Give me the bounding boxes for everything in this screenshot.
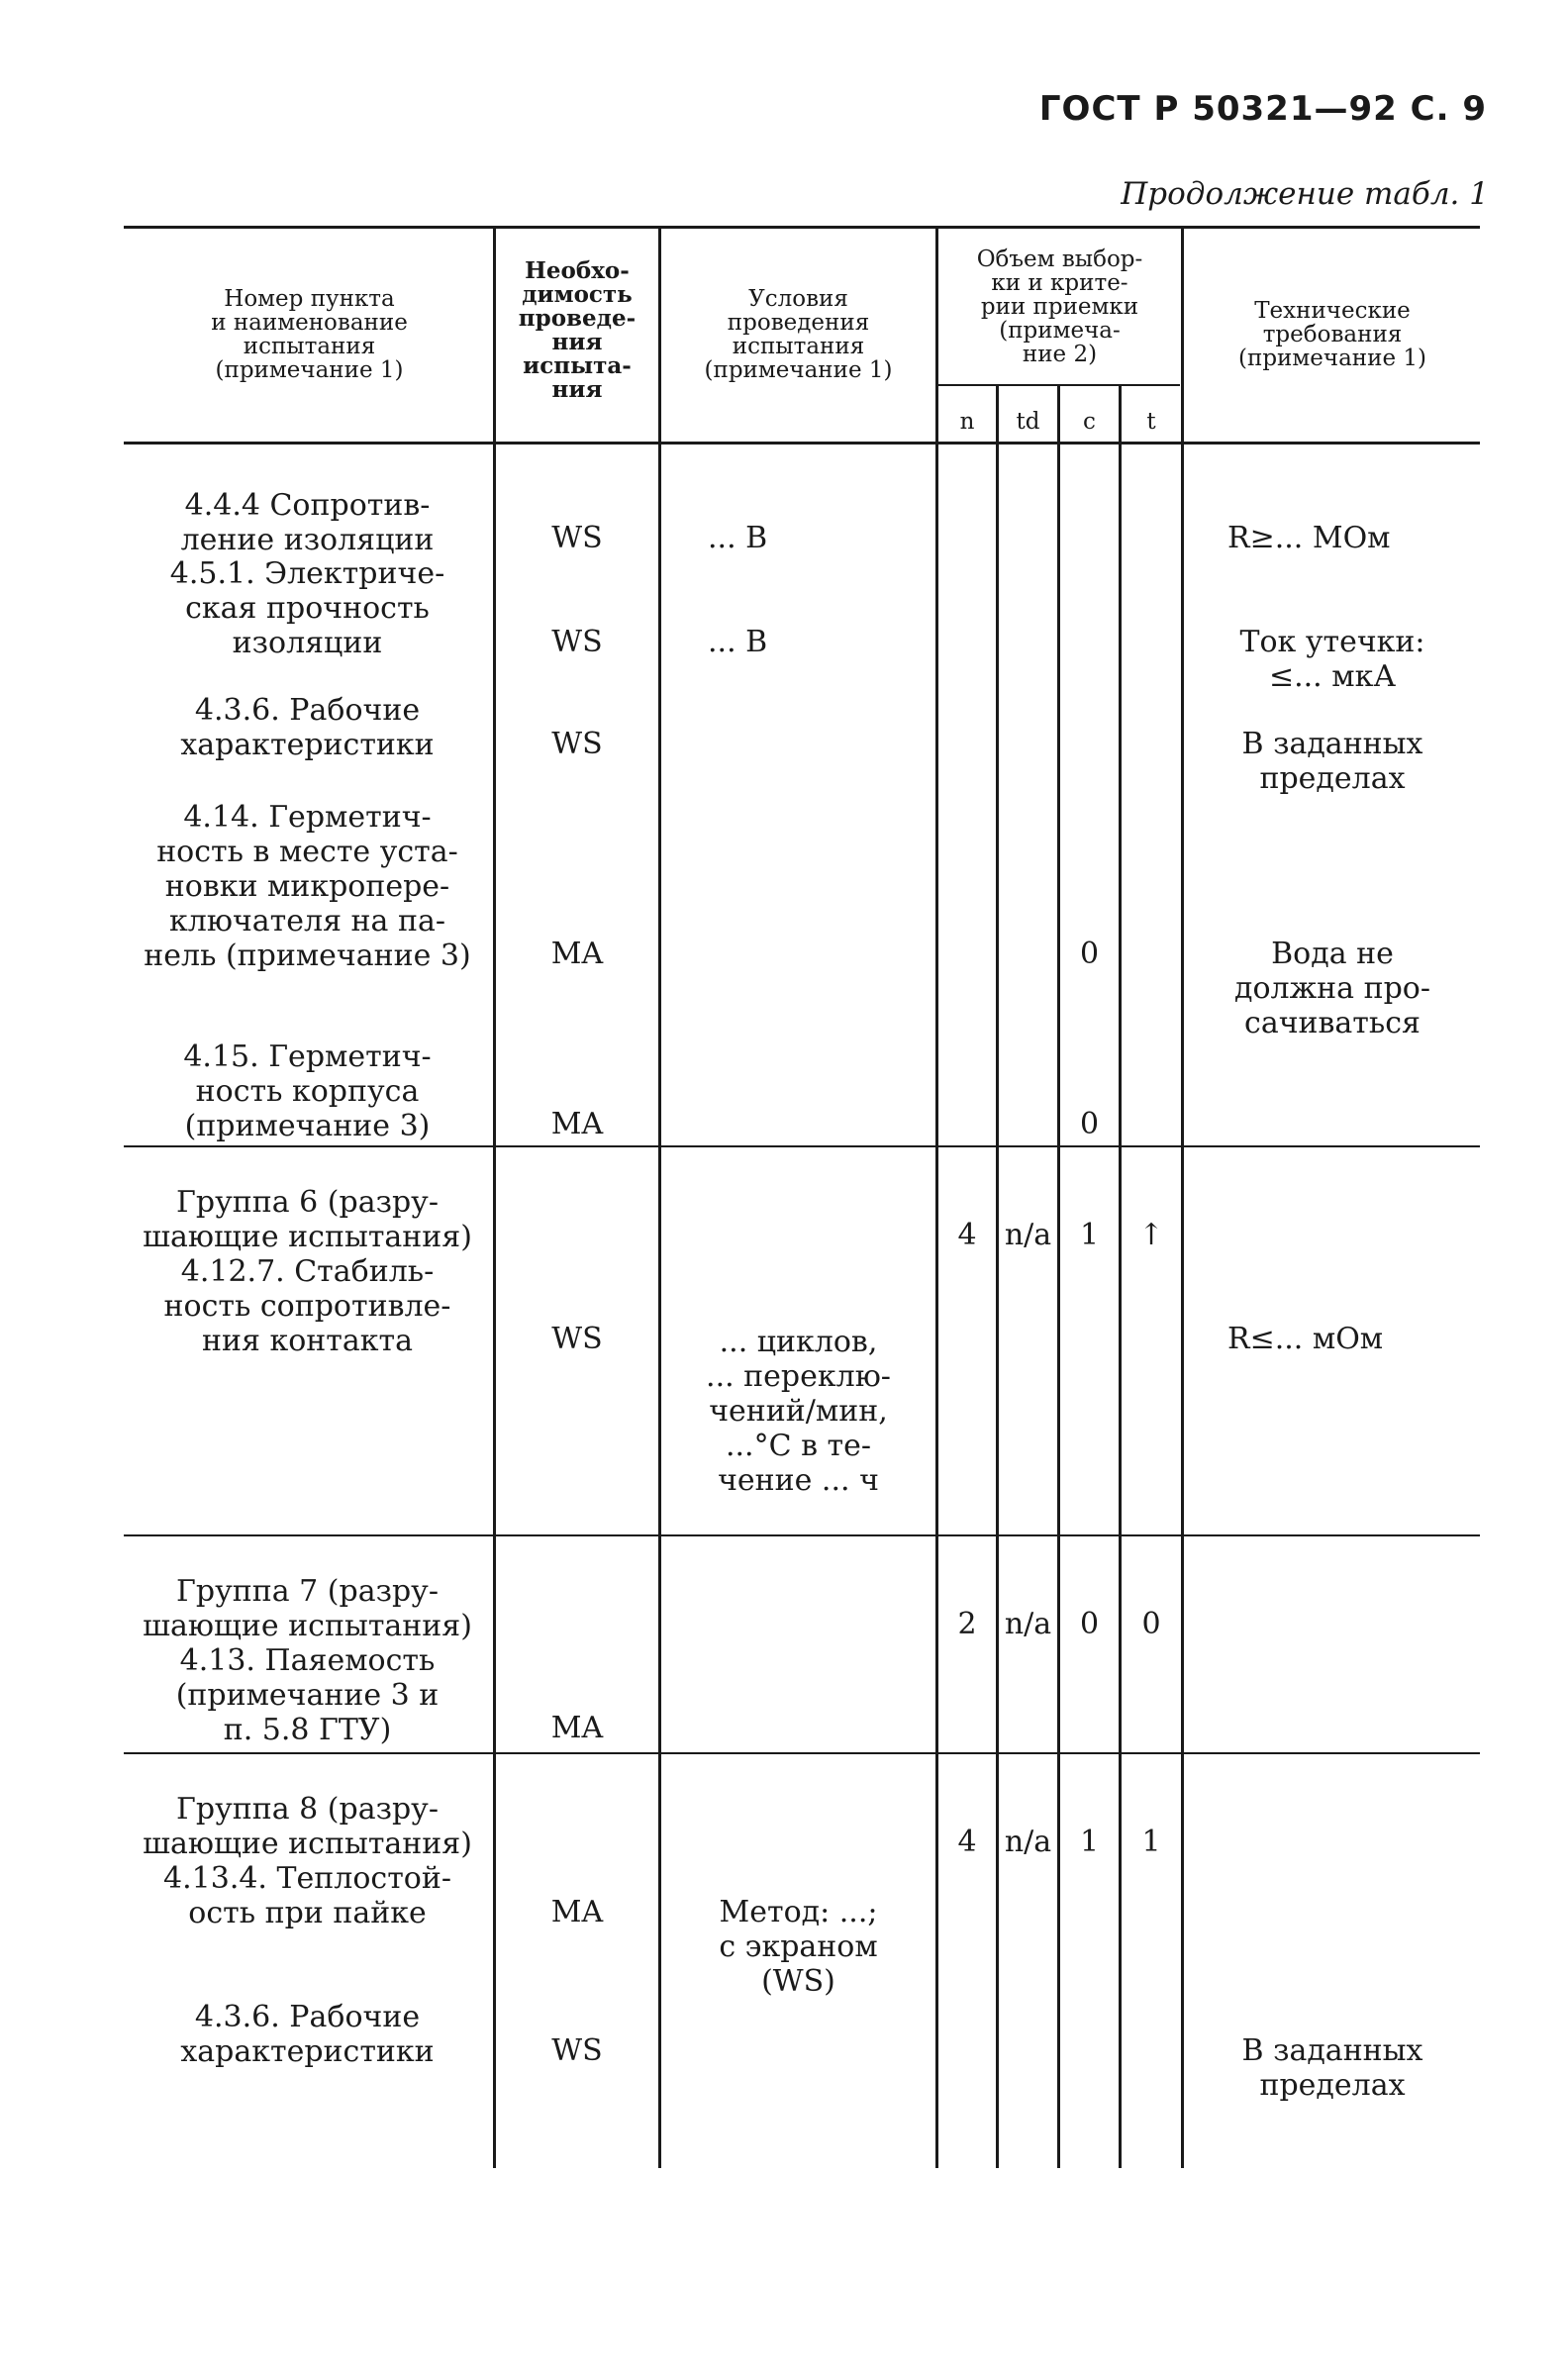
necessity-4-5-1: WS xyxy=(551,625,603,659)
td-group-7: n/a xyxy=(1004,1607,1052,1641)
page-header: ГОСТ Р 50321—92 С. 9 xyxy=(1038,89,1487,129)
col-divider-4 xyxy=(1181,228,1184,2168)
conditions-4-5-1: ... В xyxy=(708,625,768,659)
necessity-4-14: MA xyxy=(550,937,604,971)
conditions-4-4-4: ... В xyxy=(708,521,768,555)
col-divider-td xyxy=(1057,386,1060,2168)
header-t: t xyxy=(1146,409,1156,435)
item-4-3-6-group-8: 4.3.6. Рабочие характеристики xyxy=(180,2000,435,2069)
requirements-4-14: Вода не должна про- сачиваться xyxy=(1233,937,1430,1040)
t-group-7: 0 xyxy=(1141,1607,1161,1641)
item-4-3-6: 4.3.6. Рабочие характеристики xyxy=(180,693,435,762)
item-4-5-1: 4.5.1. Электриче- ская прочность изоляции xyxy=(169,556,445,660)
header-conditions: Условия проведения испытания (примечание 1) xyxy=(704,286,893,383)
necessity-4-4-4: WS xyxy=(551,521,603,555)
row-rule-1 xyxy=(124,1145,1480,1147)
n-group-7: 2 xyxy=(957,1607,977,1641)
header-td: td xyxy=(1016,409,1040,435)
requirements-4-12-7: R≤... мОм xyxy=(1227,1322,1384,1356)
n-group-6: 4 xyxy=(957,1218,977,1252)
header-requirements: Технические требования (примечание 1) xyxy=(1238,298,1426,371)
necessity-4-13: MA xyxy=(550,1711,604,1745)
group-8-block: Группа 8 (разру- шающие испытания) 4.13.4. Теплостой- ость при пайке xyxy=(143,1792,472,1930)
necessity-4-15: MA xyxy=(550,1107,604,1141)
table-continuation-label: Продолжение табл. 1 xyxy=(1121,176,1489,212)
item-4-14: 4.14. Герметич- ность в месте уста- новки микропере- ключателя на па- нель (примечание 3) xyxy=(144,800,471,973)
td-group-8: n/a xyxy=(1004,1825,1052,1859)
group-6-title: Группа 6 (разру- шающие испытания) xyxy=(143,1185,472,1254)
header-c: c xyxy=(1083,409,1096,435)
item-4-12-7: 4.12.7. Стабиль- ность сопротивле- ния контакта xyxy=(163,1254,451,1358)
row-rule-3 xyxy=(124,1752,1480,1754)
header-sample: Объем выбор- ки и крите- рии приемки (примеча- ние 2) xyxy=(976,247,1143,367)
requirements-4-3-6-group-8: В заданных пределах xyxy=(1241,2033,1423,2103)
t-group-6: ↑ xyxy=(1138,1218,1164,1252)
header-necessity: Необхо- димость проведе- ния испыта- ния xyxy=(518,257,637,403)
header-bottom-rule xyxy=(124,442,1480,445)
col-divider-n xyxy=(996,386,999,2168)
header-item: Номер пункта и наименование испытания (примечание 1) xyxy=(211,286,408,383)
necessity-4-13-4: MA xyxy=(550,1895,604,1929)
t-group-8: 1 xyxy=(1141,1825,1161,1859)
c-4-15: 0 xyxy=(1079,1107,1100,1141)
conditions-4-12-7: ... циклов, ... переклю- чений/мин, ...°С в те- чение ... ч xyxy=(706,1325,891,1498)
item-4-4-4: 4.4.4 Сопротив- ление изоляции xyxy=(180,488,435,557)
td-group-6: n/a xyxy=(1004,1218,1052,1252)
requirements-4-3-6: В заданных пределах xyxy=(1241,727,1423,796)
group-7-block: Группа 7 (разру- шающие испытания) 4.13. Паяемость (примечание 3 и п. 5.8 ГТУ) xyxy=(143,1574,472,1747)
c-group-8: 1 xyxy=(1079,1825,1100,1859)
col-divider-3 xyxy=(935,228,938,2168)
c-group-6: 1 xyxy=(1079,1218,1100,1252)
row-rule-2 xyxy=(124,1534,1480,1536)
col-divider-1 xyxy=(493,228,496,2168)
header-n: n xyxy=(959,409,975,435)
table-top-rule xyxy=(124,226,1480,229)
requirements-4-4-4: R≥... МОм xyxy=(1227,521,1391,555)
c-group-7: 0 xyxy=(1079,1607,1100,1641)
conditions-4-13-4: Метод: ...; с экраном (WS) xyxy=(719,1895,878,1999)
col-divider-c xyxy=(1119,386,1122,2168)
necessity-4-12-7: WS xyxy=(551,1322,603,1356)
c-4-14: 0 xyxy=(1079,937,1100,971)
col-divider-2 xyxy=(658,228,661,2168)
necessity-4-3-6-group-8: WS xyxy=(551,2033,603,2068)
n-group-8: 4 xyxy=(957,1825,977,1859)
item-4-15: 4.15. Герметич- ность корпуса (примечание 3) xyxy=(183,1039,432,1143)
necessity-4-3-6: WS xyxy=(551,727,603,761)
requirements-4-5-1: Ток утечки: ≤... мкА xyxy=(1239,625,1425,694)
